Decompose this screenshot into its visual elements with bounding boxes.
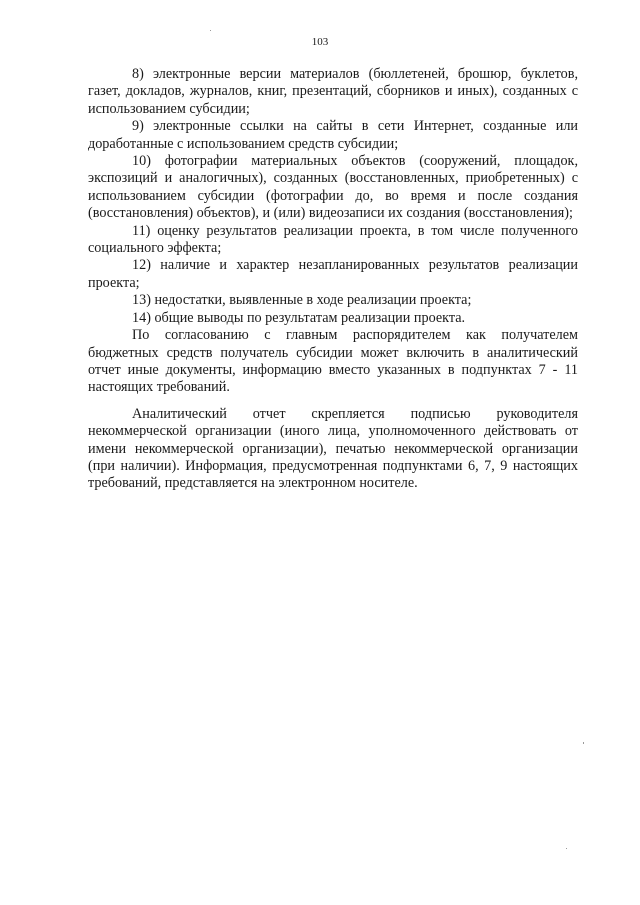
report-signing-paragraph: Аналитический отчет скрепляется подписью руководителя некоммерческой организации (иного лица, уполномоченного действовать от имени некоммерческой организации), печатью некоммерческой организации (при наличии). Информация, предусмотренная подпунктами 6, 7, 9 настоящих требований, представляется на электронном носителе. — [88, 405, 578, 492]
list-item-14: 14) общие выводы по результатам реализации проекта. — [132, 309, 466, 326]
list-item-11: 11) оценку результатов реализации проекта, в том числе полученного социального эффекта; — [88, 222, 578, 257]
scan-speck — [583, 742, 584, 744]
list-item-12: 12) наличие и характер незапланированных результатов реализации проекта; — [88, 257, 578, 291]
list-item-13: 13) недостатки, выявленные в ходе реализации проекта; — [132, 292, 472, 309]
scan-speck — [210, 30, 211, 31]
scan-speck — [566, 848, 567, 849]
list-item-8: 8) электронные версии материалов (бюллетеней, брошюр, буклетов, газет, докладов, журналов, книг, презентаций, сборников и иных), созданных с использованием субсидии; — [88, 66, 578, 117]
agreement-paragraph: По согласованию с главным распорядителем как получателем бюджетных средств получатель субсидии может включить в аналитический отчет иные документы, информацию вместо указанных в подпунктах 7 - 11 настоящих требований. — [88, 327, 578, 396]
list-item-10: 10) фотографии материальных объектов (сооружений, площадок, экспозиций и аналогичных), созданных (восстановленных, приобретенных) с использованием субсидии (фотографии до, во время и после создания (восстановления) объектов), и (или) видеозаписи их создания (восстановления); — [88, 153, 578, 222]
page-number: 103 — [311, 36, 329, 48]
document-body — [88, 66, 578, 493]
list-item-9: 9) электронные ссылки на сайты в сети Интернет, созданные или доработанные с использованием средств субсидии; — [88, 118, 578, 152]
